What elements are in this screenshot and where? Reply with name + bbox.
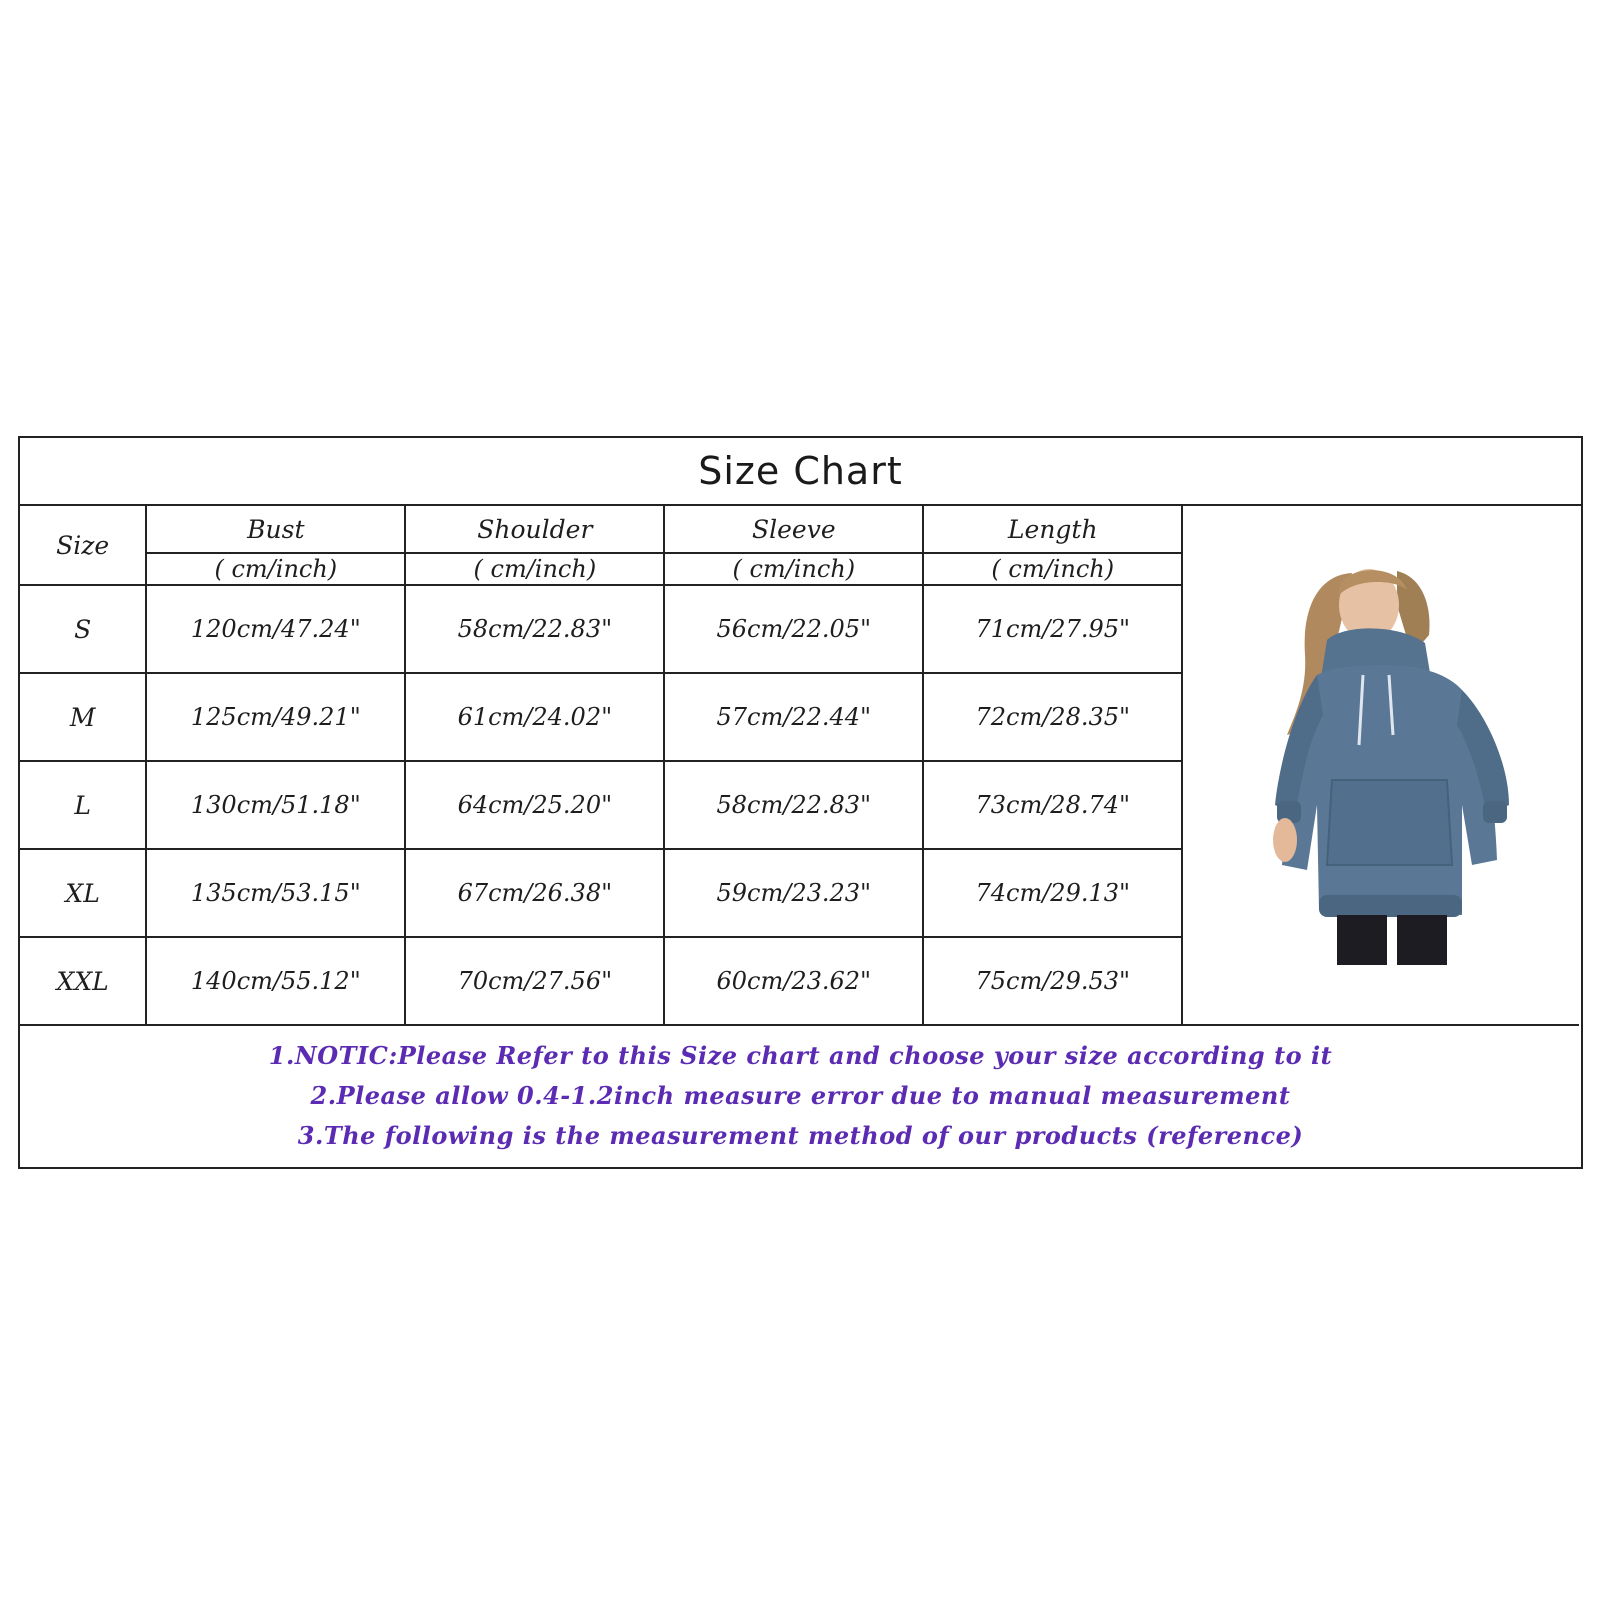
sleeve-value: 56cm/22.05" bbox=[664, 585, 923, 673]
header-row bbox=[19, 505, 1579, 553]
size-label: S bbox=[19, 585, 146, 673]
bust-value: 125cm/49.21" bbox=[146, 673, 405, 761]
size-label: XL bbox=[19, 849, 146, 937]
length-value: 71cm/27.95" bbox=[923, 585, 1182, 673]
header-bust: Bust bbox=[146, 505, 405, 553]
chart-title: Size Chart bbox=[698, 449, 903, 493]
product-photo-cell bbox=[1182, 505, 1579, 1025]
notes-section bbox=[20, 1022, 1581, 1169]
size-table bbox=[18, 504, 1579, 1026]
unit-length: ( cm/inch) bbox=[923, 553, 1182, 585]
header-sleeve: Sleeve bbox=[664, 505, 923, 553]
length-value: 73cm/28.74" bbox=[923, 761, 1182, 849]
header-length: Length bbox=[923, 505, 1182, 553]
size-label: XXL bbox=[19, 937, 146, 1025]
length-value: 75cm/29.53" bbox=[923, 937, 1182, 1025]
length-value: 74cm/29.13" bbox=[923, 849, 1182, 937]
size-label: L bbox=[19, 761, 146, 849]
size-chart bbox=[18, 436, 1583, 1169]
note-line: 1.NOTIC:Please Refer to this Size chart and choose your size according to it bbox=[268, 1040, 1333, 1070]
unit-sleeve: ( cm/inch) bbox=[664, 553, 923, 585]
sleeve-value: 58cm/22.83" bbox=[664, 761, 923, 849]
size-header: Size bbox=[19, 505, 146, 585]
sleeve-value: 60cm/23.62" bbox=[664, 937, 923, 1025]
sleeve-value: 57cm/22.44" bbox=[664, 673, 923, 761]
shoulder-value: 64cm/25.20" bbox=[405, 761, 664, 849]
size-label: M bbox=[19, 673, 146, 761]
unit-bust: ( cm/inch) bbox=[146, 553, 405, 585]
unit-shoulder: ( cm/inch) bbox=[405, 553, 664, 585]
length-value: 72cm/28.35" bbox=[923, 673, 1182, 761]
note-line: 3.The following is the measurement method of our products (reference) bbox=[297, 1120, 1304, 1150]
header-shoulder: Shoulder bbox=[405, 505, 664, 553]
note-line: 2.Please allow 0.4-1.2inch measure error due to manual measurement bbox=[310, 1080, 1291, 1110]
bust-value: 130cm/51.18" bbox=[146, 761, 405, 849]
shoulder-value: 58cm/22.83" bbox=[405, 585, 664, 673]
title-row bbox=[20, 438, 1581, 506]
hoodie-model-image bbox=[1247, 565, 1515, 965]
sleeve-value: 59cm/23.23" bbox=[664, 849, 923, 937]
bust-value: 140cm/55.12" bbox=[146, 937, 405, 1025]
shoulder-value: 70cm/27.56" bbox=[405, 937, 664, 1025]
shoulder-value: 61cm/24.02" bbox=[405, 673, 664, 761]
bust-value: 120cm/47.24" bbox=[146, 585, 405, 673]
bust-value: 135cm/53.15" bbox=[146, 849, 405, 937]
shoulder-value: 67cm/26.38" bbox=[405, 849, 664, 937]
